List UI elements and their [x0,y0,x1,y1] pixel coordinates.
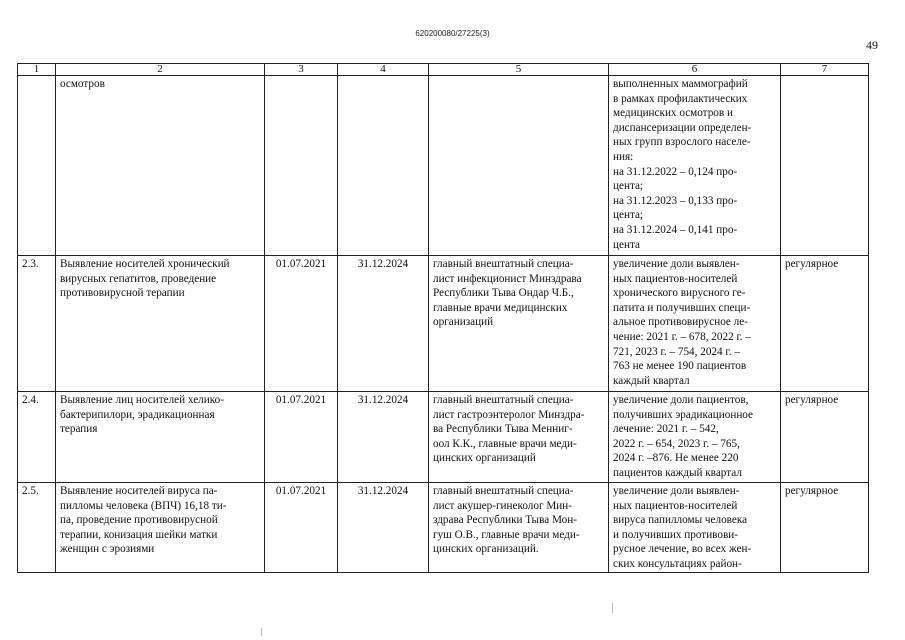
header-col-3: 3 [265,64,338,76]
event-cell: осмотров [56,76,265,256]
end-date-cell: 31.12.2024 [338,256,429,392]
indicator-cell: увеличение доли пациентов, получивших эрадикационное лечение: 2021 г. – 542, 2022 г. – 654, 2023 г. – 765, 2024 г. –876. Не менее 220 пациентов каждый квартал [609,392,781,483]
end-date-cell [338,76,429,256]
frequency-cell: регулярное [781,483,869,573]
responsible-cell: главный внештатный специа- лист инфекционист Минздрава Республики Тыва Ондар Ч.Б., главные врачи медицинских организаций [429,256,609,392]
indicator-cell: увеличение доли выявлен- ных пациентов-носителей вируса папилломы человека и получивших противови- русное лечение, во всех жен- ских консультациях район- [609,483,781,573]
row-number: 2.5. [18,483,56,573]
start-date-cell [265,76,338,256]
row-number: 2.3. [18,256,56,392]
row-number [18,76,56,256]
start-date-cell: 01.07.2021 [265,483,338,573]
scan-artifact [261,628,262,636]
header-col-5: 5 [429,64,609,76]
scan-artifact [612,603,613,613]
page-number: 49 [866,38,878,52]
header-col-7: 7 [781,64,869,76]
table-row [18,256,869,392]
table-row [18,392,869,483]
document-id: 620200080/27225(3) [415,29,490,38]
header-col-1: 1 [18,64,56,76]
header-col-4: 4 [338,64,429,76]
responsible-cell: главный внештатный специа- лист акушер-гинеколог Мин- здрава Республики Тыва Мон- гуш О.В., главные врачи меди- цинских организаций. [429,483,609,573]
responsible-cell [429,76,609,256]
measures-table [17,63,869,573]
table-row [18,76,869,256]
end-date-cell: 31.12.2024 [338,483,429,573]
indicator-cell: увеличение доли выявлен- ных пациентов-носителей хронического вирусного ге- патита и получивших специ- альное противовирусное ле- чение: 2021 г. – 678, 2022 г. – 721, 2023 г. – 754, 2024 г. – 763 не менее 190 пациентов каждый квартал [609,256,781,392]
frequency-cell [781,76,869,256]
header-col-2: 2 [56,64,265,76]
event-cell: Выявление лиц носителей хелико- бактерипилори, эрадикационная терапия [56,392,265,483]
frequency-cell: регулярное [781,392,869,483]
start-date-cell: 01.07.2021 [265,392,338,483]
event-cell: Выявление носителей хронический вирусных гепатитов, проведение противовирусной терапии [56,256,265,392]
indicator-cell: выполненных маммографий в рамках профилактических медицинских осмотров и диспансеризации определен- ных групп взрослого населе- ния: на 31.12.2022 – 0,124 про- цента; на 31.12.2023 – 0,133 про- цента; на 31.12.2024 – 0,141 про- цента [609,76,781,256]
end-date-cell: 31.12.2024 [338,392,429,483]
column-number-header [18,64,869,76]
table-row [18,483,869,573]
responsible-cell: главный внештатный специа- лист гастроэнтеролог Минздра- ва Республики Тыва Менниг- оол К.К., главные врачи меди- цинских организаций [429,392,609,483]
header-col-6: 6 [609,64,781,76]
row-number: 2.4. [18,392,56,483]
frequency-cell: регулярное [781,256,869,392]
start-date-cell: 01.07.2021 [265,256,338,392]
event-cell: Выявление носителей вируса па- пилломы человека (ВПЧ) 16,18 ти- па, проведение противовирусной терапии, конизация шейки матки женщин с эрозиями [56,483,265,573]
